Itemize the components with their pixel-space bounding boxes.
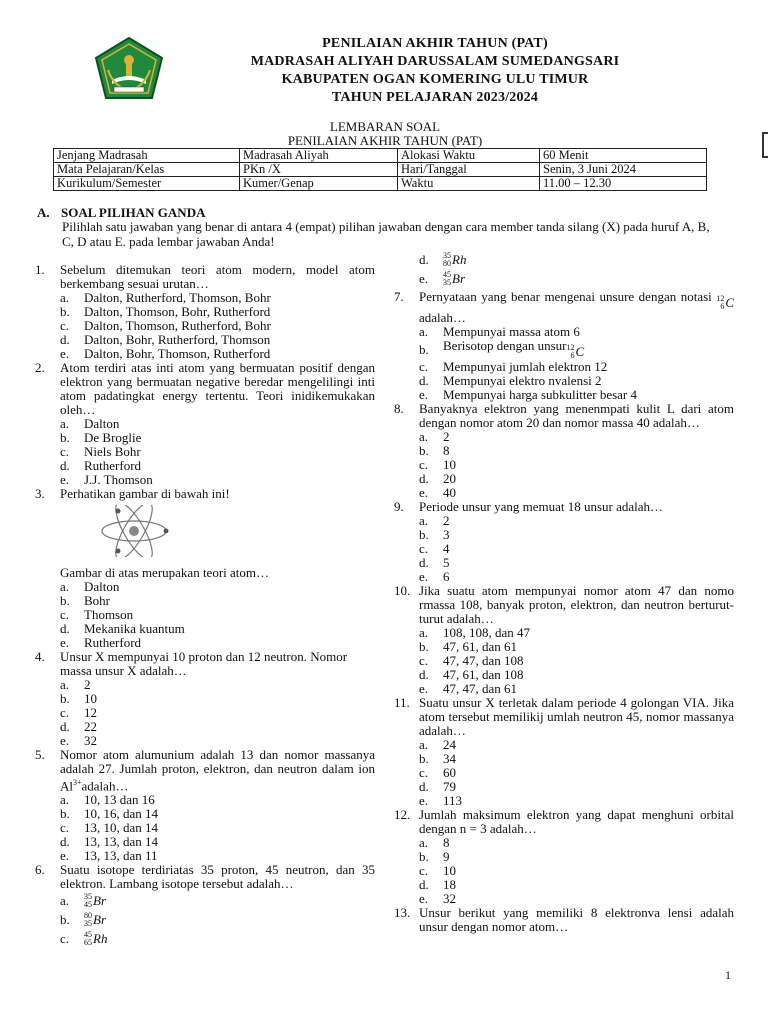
option-letter: a. [419,737,429,752]
option-letter: a. [419,625,429,640]
option-text: Rutherford [84,458,142,473]
option-text: 10 [443,863,456,878]
option-text: 24 [443,737,456,752]
option-e [394,570,734,584]
option-c [394,458,734,472]
option-letter: c. [60,705,70,720]
option-e [35,849,375,863]
question-number: 6. [35,862,45,878]
element-symbol: Rh [93,930,108,946]
option-text: 13, 13, dan 14 [84,834,159,850]
option-letter: c. [419,359,429,374]
option-text: Dalton [84,416,120,431]
option-b [35,594,375,608]
option-e [394,388,734,402]
table-cell: Madrasah Aliyah [240,149,398,163]
question-1 [35,263,375,291]
question-10 [394,584,734,626]
option-text: 8 [443,835,450,850]
question-text: Jika suatu atom mempunyai nomor atom 47 dan nomo rmassa 108, banyak proton, elektron, dan neutron berturut-turut adalah… [419,583,734,626]
option-letter: d. [419,555,429,570]
option-b [35,807,375,821]
option-text: 40 [443,485,456,500]
option-c [35,821,375,835]
section-letter: A. [37,205,50,220]
option-letter: b. [60,593,70,608]
option-text: 32 [443,891,456,906]
option-letter: d. [419,471,429,486]
isotope-notation [716,295,734,311]
question-text: Sebelum ditemukan teori atom modern, model atom berkembang sesuai urutan… [60,262,375,291]
option-text: Dalton, Thomson, Bohr, Rutherford [84,304,271,319]
option-d [394,878,734,892]
isotope-notation [566,344,584,360]
option-letter: b. [419,751,429,766]
header-school-name: MADRASAH ALIYAH DARUSSALAM SUMEDANGSARI [250,54,620,69]
table-cell: Mata Pelajaran/Kelas [54,163,240,177]
option-text: Mempunyai massa atom 6 [443,324,580,339]
mass-number: 80 [84,910,92,920]
element-symbol: C [725,295,734,310]
option-letter: b. [60,430,70,445]
option-letter: b. [419,341,429,357]
option-letter: b. [419,849,429,864]
element-symbol: Br [452,270,465,286]
option-text: 32 [84,733,97,748]
option-text: 10 [84,691,97,706]
option-d [394,374,734,388]
question-text [419,290,734,325]
isotope-notation [443,252,466,268]
option-letter: c. [419,541,429,556]
atomic-number: 35 [84,918,92,928]
option-a [394,738,734,752]
option-letter: b. [60,304,70,319]
question-text: Unsur berikut yang memiliki 8 elektronva lensi adalah unsur dengan nomor atom… [419,905,734,934]
isotope-notation [84,893,106,909]
atomic-number: 6 [570,351,575,360]
option-text: 10, 13 dan 16 [84,792,155,808]
option-text-part: Berisotop dengan unsur [443,338,567,353]
question-6 [35,863,375,891]
page-edge-bracket [762,132,768,158]
element-symbol: Br [93,911,106,927]
isotope-notation [84,912,106,928]
option-text: Rutherford [84,635,142,650]
mass-number: 45 [84,929,92,939]
option-b [394,528,734,542]
question-number: 3. [35,486,45,501]
question-2 [35,361,375,417]
question-3-followup [35,566,375,580]
option-c [35,608,375,622]
option-letter: e. [419,891,429,906]
option-text: 9 [443,849,450,864]
option-letter: a. [60,290,70,305]
page-number: 1 [725,968,731,982]
table-cell: 11.00 – 12.30 [540,177,707,191]
option-letter: a. [419,324,429,339]
option-a [35,793,375,807]
question-number: 7. [394,289,404,304]
element-symbol: Rh [452,251,467,267]
option-text: 13, 10, dan 14 [84,820,159,836]
sheet-title: LEMBARAN SOAL [329,119,441,134]
option-letter: e. [60,635,70,650]
option-letter: d. [60,332,70,347]
option-letter: d. [419,251,429,267]
option-d [35,333,375,347]
option-b [35,910,375,929]
option-letter: e. [419,485,429,500]
question-text: Banyaknya elektron yang menenmpati kulit L dari atom dengan nomor atom 20 dan nomor massa 40 adalah… [419,401,734,430]
option-d [35,459,375,473]
option-letter: e. [419,387,429,402]
left-column [35,263,375,948]
option-c [394,766,734,780]
table-cell: Hari/Tanggal [398,163,540,177]
option-text: Niels Bohr [84,444,141,459]
question-text-part: Nomor atom alumunium adalah 13 dan nomor massanya adalah 27. Jumlah proton, elektron, dan neutron dalam ion Al [60,747,375,794]
question-5 [35,748,375,793]
option-letter: d. [60,834,70,850]
question-7 [394,290,734,325]
madrasah-logo-icon [92,36,166,102]
option-e [394,269,734,288]
option-letter: b. [60,911,70,927]
right-column [394,250,734,934]
question-number: 11. [394,695,410,710]
table-cell: PKn /X [240,163,398,177]
option-b [35,305,375,319]
option-e [394,892,734,906]
option-a [35,580,375,594]
option-d [35,622,375,636]
question-number: 2. [35,360,45,375]
option-d [394,250,734,269]
atomic-number: 65 [84,937,92,947]
exam-info-table [53,148,707,191]
header-line-1: PENILAIAN AKHIR TAHUN (PAT) [322,36,548,51]
element-symbol: Br [93,892,106,908]
section-title: SOAL PILIHAN GANDA [61,205,206,220]
question-number: 12. [394,807,411,822]
option-letter: e. [419,270,429,286]
option-letter: e. [419,681,429,696]
question-number: 10. [394,583,411,598]
option-a [394,325,734,339]
option-text: Mempunyai harga subkulitter besar 4 [443,387,637,402]
option-text: Mempunyai jumlah elektron 12 [443,359,608,374]
header-district: KABUPATEN OGAN KOMERING ULU TIMUR [281,72,589,87]
option-text: 2 [443,429,450,444]
question-11 [394,696,734,738]
table-row [54,163,707,177]
option-e [394,486,734,500]
table-cell: Waktu [398,177,540,191]
mass-number: 35 [443,250,451,260]
table-cell: Alokasi Waktu [398,149,540,163]
option-e [394,682,734,696]
atomic-number: 35 [443,277,451,287]
option-letter: a. [60,579,70,594]
option-letter: b. [419,639,429,654]
question-9 [394,500,734,514]
mass-number: 12 [566,343,575,352]
option-letter: c. [419,863,429,878]
table-cell: Kumer/Genap [240,177,398,191]
option-text: Dalton, Rutherford, Thomson, Bohr [84,290,271,305]
question-3 [35,487,375,501]
option-letter: c. [60,930,70,946]
option-c [394,864,734,878]
option-c [394,360,734,374]
option-letter: c. [60,318,70,333]
option-b [394,444,734,458]
option-a [35,291,375,305]
option-letter: c. [60,607,70,622]
option-text: 113 [443,793,463,808]
question-text: Atom terdiri atas inti atom yang bermuatan positif dengan elektron yang bermuatan negative beredar mengelilingi inti atom padatingkat energy tertentu. Teori inidikemukakan oleh… [60,360,375,417]
option-text: 34 [443,751,456,766]
question-number: 5. [35,747,45,762]
option-c [394,654,734,668]
option-c [35,445,375,459]
option-text: De Broglie [84,430,142,445]
table-cell: Jenjang Madrasah [54,149,240,163]
option-letter: a. [419,513,429,528]
option-text: Mempunyai elektro nvalensi 2 [443,373,602,388]
sheet-subtitle: PENILAIAN AKHIR TAHUN (PAT) [287,133,483,148]
ion-charge: 3+ [73,778,82,787]
option-text: 47, 47, dan 61 [443,681,518,696]
option-c [35,706,375,720]
question-number: 13. [394,905,411,920]
option-e [35,636,375,650]
option-letter: a. [60,677,70,692]
option-text: 47, 61, dan 61 [443,639,518,654]
atomic-number: 6 [720,302,725,311]
option-text: Dalton, Thomson, Rutherford, Bohr [84,318,271,333]
option-a [35,891,375,910]
question-text: Gambar di atas merupakan teori atom… [60,565,270,580]
option-d [394,668,734,682]
table-cell: 60 Menit [540,149,707,163]
atom-model-icon [97,505,171,557]
option-b [394,752,734,766]
mass-number: 45 [443,269,451,279]
option-letter: d. [60,458,70,473]
option-text [443,339,734,360]
option-text: 5 [443,555,450,570]
option-letter: e. [419,569,429,584]
option-letter: e. [60,733,70,748]
question-text [60,748,375,793]
option-letter: a. [60,892,70,908]
option-letter: e. [60,346,70,361]
question-number: 1. [35,262,45,277]
option-b [394,640,734,654]
option-letter: c. [60,444,70,459]
isotope-notation [84,931,107,947]
question-4 [35,650,375,678]
question-text: Jumlah maksimum elektron yang dapat menghuni orbital dengan n = 3 adalah… [419,807,734,836]
option-text: 10, 16, dan 14 [84,806,159,822]
option-b [35,692,375,706]
option-text: 22 [84,719,97,734]
option-letter: d. [60,719,70,734]
option-a [35,678,375,692]
option-text: 79 [443,779,456,794]
option-text: 3 [443,527,450,542]
option-d [394,472,734,486]
option-letter: e. [60,472,70,487]
question-number: 8. [394,401,404,416]
option-letter: d. [419,667,429,682]
option-letter: a. [60,792,70,808]
option-text: 2 [84,677,91,692]
option-a [394,626,734,640]
option-text: 6 [443,569,450,584]
option-text: 10 [443,457,456,472]
option-text: 47, 47, dan 108 [443,653,524,668]
option-text: Bohr [84,593,110,608]
option-text: 13, 13, dan 11 [84,848,158,864]
option-a [394,514,734,528]
option-a [394,430,734,444]
option-text: Dalton [84,579,120,594]
option-text: 8 [443,443,450,458]
option-c [35,319,375,333]
option-text: 2 [443,513,450,528]
section-instruction: Pilihlah satu jawaban yang benar di antara 4 (empat) pilihan jawaban dengan cara member tanda silang (X) pada huruf A, B, C, D atau E. pada lembar jawaban Anda! [62,219,710,249]
question-text: Perhatikan gambar di bawah ini! [60,486,230,501]
option-letter: b. [419,443,429,458]
option-c [35,929,375,948]
option-text: 20 [443,471,456,486]
option-b [394,850,734,864]
option-e [35,473,375,487]
question-text-part: adalah… [419,310,466,325]
option-letter: b. [60,806,70,822]
option-letter: d. [60,621,70,636]
option-text: 4 [443,541,450,556]
mass-number: 12 [716,294,725,303]
question-text-part: adalah… [81,778,129,794]
option-d [35,720,375,734]
option-c [394,542,734,556]
element-symbol: C [575,344,585,359]
option-b [394,339,734,360]
option-text: 47, 61, dan 108 [443,667,524,682]
table-row [54,177,707,191]
option-e [394,794,734,808]
option-letter: a. [419,429,429,444]
option-letter: c. [419,457,429,472]
option-letter: c. [60,820,70,836]
atomic-number: 45 [84,899,92,909]
question-8 [394,402,734,430]
question-number: 9. [394,499,404,514]
atomic-number: 80 [443,258,451,268]
mass-number: 35 [84,891,92,901]
option-text: 18 [443,877,456,892]
option-letter: d. [419,373,429,388]
option-letter: a. [419,835,429,850]
question-13 [394,906,734,934]
table-cell: Senin, 3 Juni 2024 [540,163,707,177]
option-letter: c. [419,653,429,668]
question-text-part: Pernyataan yang benar mengenai unsure dengan notasi [419,289,712,304]
option-letter: e. [419,793,429,808]
option-text: 60 [443,765,456,780]
option-letter: b. [419,527,429,542]
option-letter: d. [419,877,429,892]
option-d [394,780,734,794]
header-school-year: TAHUN PELAJARAN 2023/2024 [331,90,539,105]
question-text: Periode unsur yang memuat 18 unsur adalah… [419,499,664,514]
option-letter: a. [60,416,70,431]
option-e [35,734,375,748]
option-text: 12 [84,705,97,720]
option-letter: c. [419,765,429,780]
option-text: Dalton, Bohr, Rutherford, Thomson [84,332,271,347]
option-d [35,835,375,849]
table-cell: Kurikulum/Semester [54,177,240,191]
question-text: Suatu isotope terdiriatas 35 proton, 45 neutron, dan 35 elektron. Lambang isotope tersebut adalah… [60,862,375,892]
table-row [54,149,707,163]
option-text: Dalton, Bohr, Thomson, Rutherford [84,346,271,361]
option-letter: d. [419,779,429,794]
option-d [394,556,734,570]
isotope-notation [443,271,465,287]
option-text: Mekanika kuantum [84,621,185,636]
option-a [35,417,375,431]
option-letter: b. [60,691,70,706]
option-text: Thomson [84,607,134,622]
option-e [35,347,375,361]
question-12 [394,808,734,836]
option-a [394,836,734,850]
option-text: 108, 108, dan 47 [443,625,531,640]
option-text: J.J. Thomson [84,472,153,487]
option-letter: e. [60,848,70,864]
question-text: Suatu unsur X terletak dalam periode 4 golongan VIA. Jika atom tersebut memilikij umlah neutron 45, nomor massanya adalah… [419,695,734,738]
option-b [35,431,375,445]
question-text: Unsur X mempunyai 10 proton dan 12 neutron. Nomor massa unsur X adalah… [60,649,348,678]
question-number: 4. [35,649,45,664]
